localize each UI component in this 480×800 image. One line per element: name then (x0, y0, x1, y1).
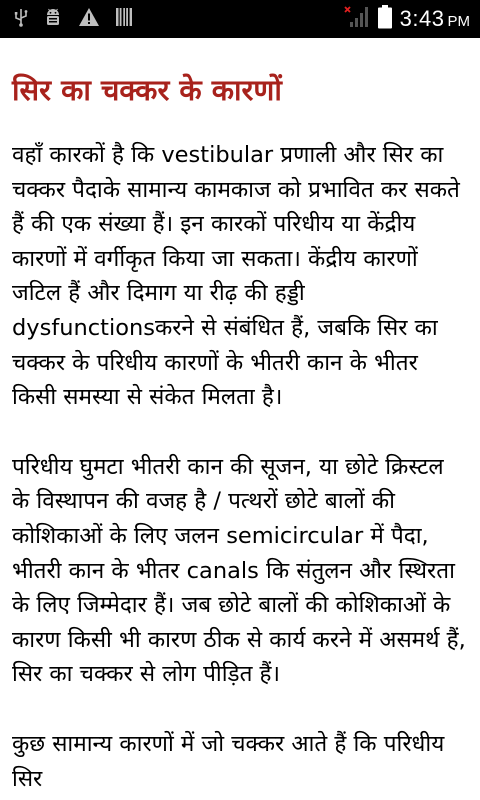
warning-icon (78, 7, 100, 31)
status-bar (0, 0, 480, 38)
page-title: सिर का चक्कर के कारणों (12, 73, 282, 107)
battery-icon (378, 5, 392, 33)
article-paragraph: परिधीय घुमटा भीतरी कान की सूजन, या छोटे क्रिस्टल के विस्थापन की वजह है / पत्थरों छोटे बालों की कोशिकाओं के लिए जलन semicircular में पैदा, भीतरी कान के भीतर canals कि संतुलन और स्थिरता के लिए जिम्मेदार हैं। जब छोटे बालों की कोशिकाओं के कारण किसी भी कारण ठीक से कार्य करने में असमर्थ हैं, सिर का चक्कर से लोग पीड़ित हैं। (12, 453, 466, 688)
android-debug-icon (44, 7, 62, 31)
barcode-icon (116, 8, 132, 30)
usb-icon (14, 7, 28, 31)
status-time: 3:43 (399, 6, 445, 31)
clock (400, 6, 470, 32)
signal-no-data-icon (344, 5, 370, 33)
status-time-ampm: PM (447, 13, 470, 30)
notification-icons (14, 0, 132, 38)
article-paragraph: वहाँ कारकों है कि vestibular प्रणाली और सिर का चक्कर पैदाके सामान्य कामकाज को प्रभावित कर सकते हैं की एक संख्या हैं। इन कारकों परिधीय या केंद्रीय कारणों में वर्गीकृत किया जा सकता। केंद्रीय कारणों जटिल हैं और दिमाग या रीढ़ की हड्डी dysfunctionsकरने से संबंधित हैं, जबकि सिर का चक्कर के परिधीय कारणों के भीतरी कान के भीतर किसी समस्या से संकेत मिलता है। (12, 142, 460, 411)
system-icons (344, 0, 470, 38)
article-content[interactable] (0, 38, 480, 800)
article-paragraph: कुछ सामान्य कारणों में जो चक्कर आते हैं कि परिधीय सिर (12, 730, 445, 792)
